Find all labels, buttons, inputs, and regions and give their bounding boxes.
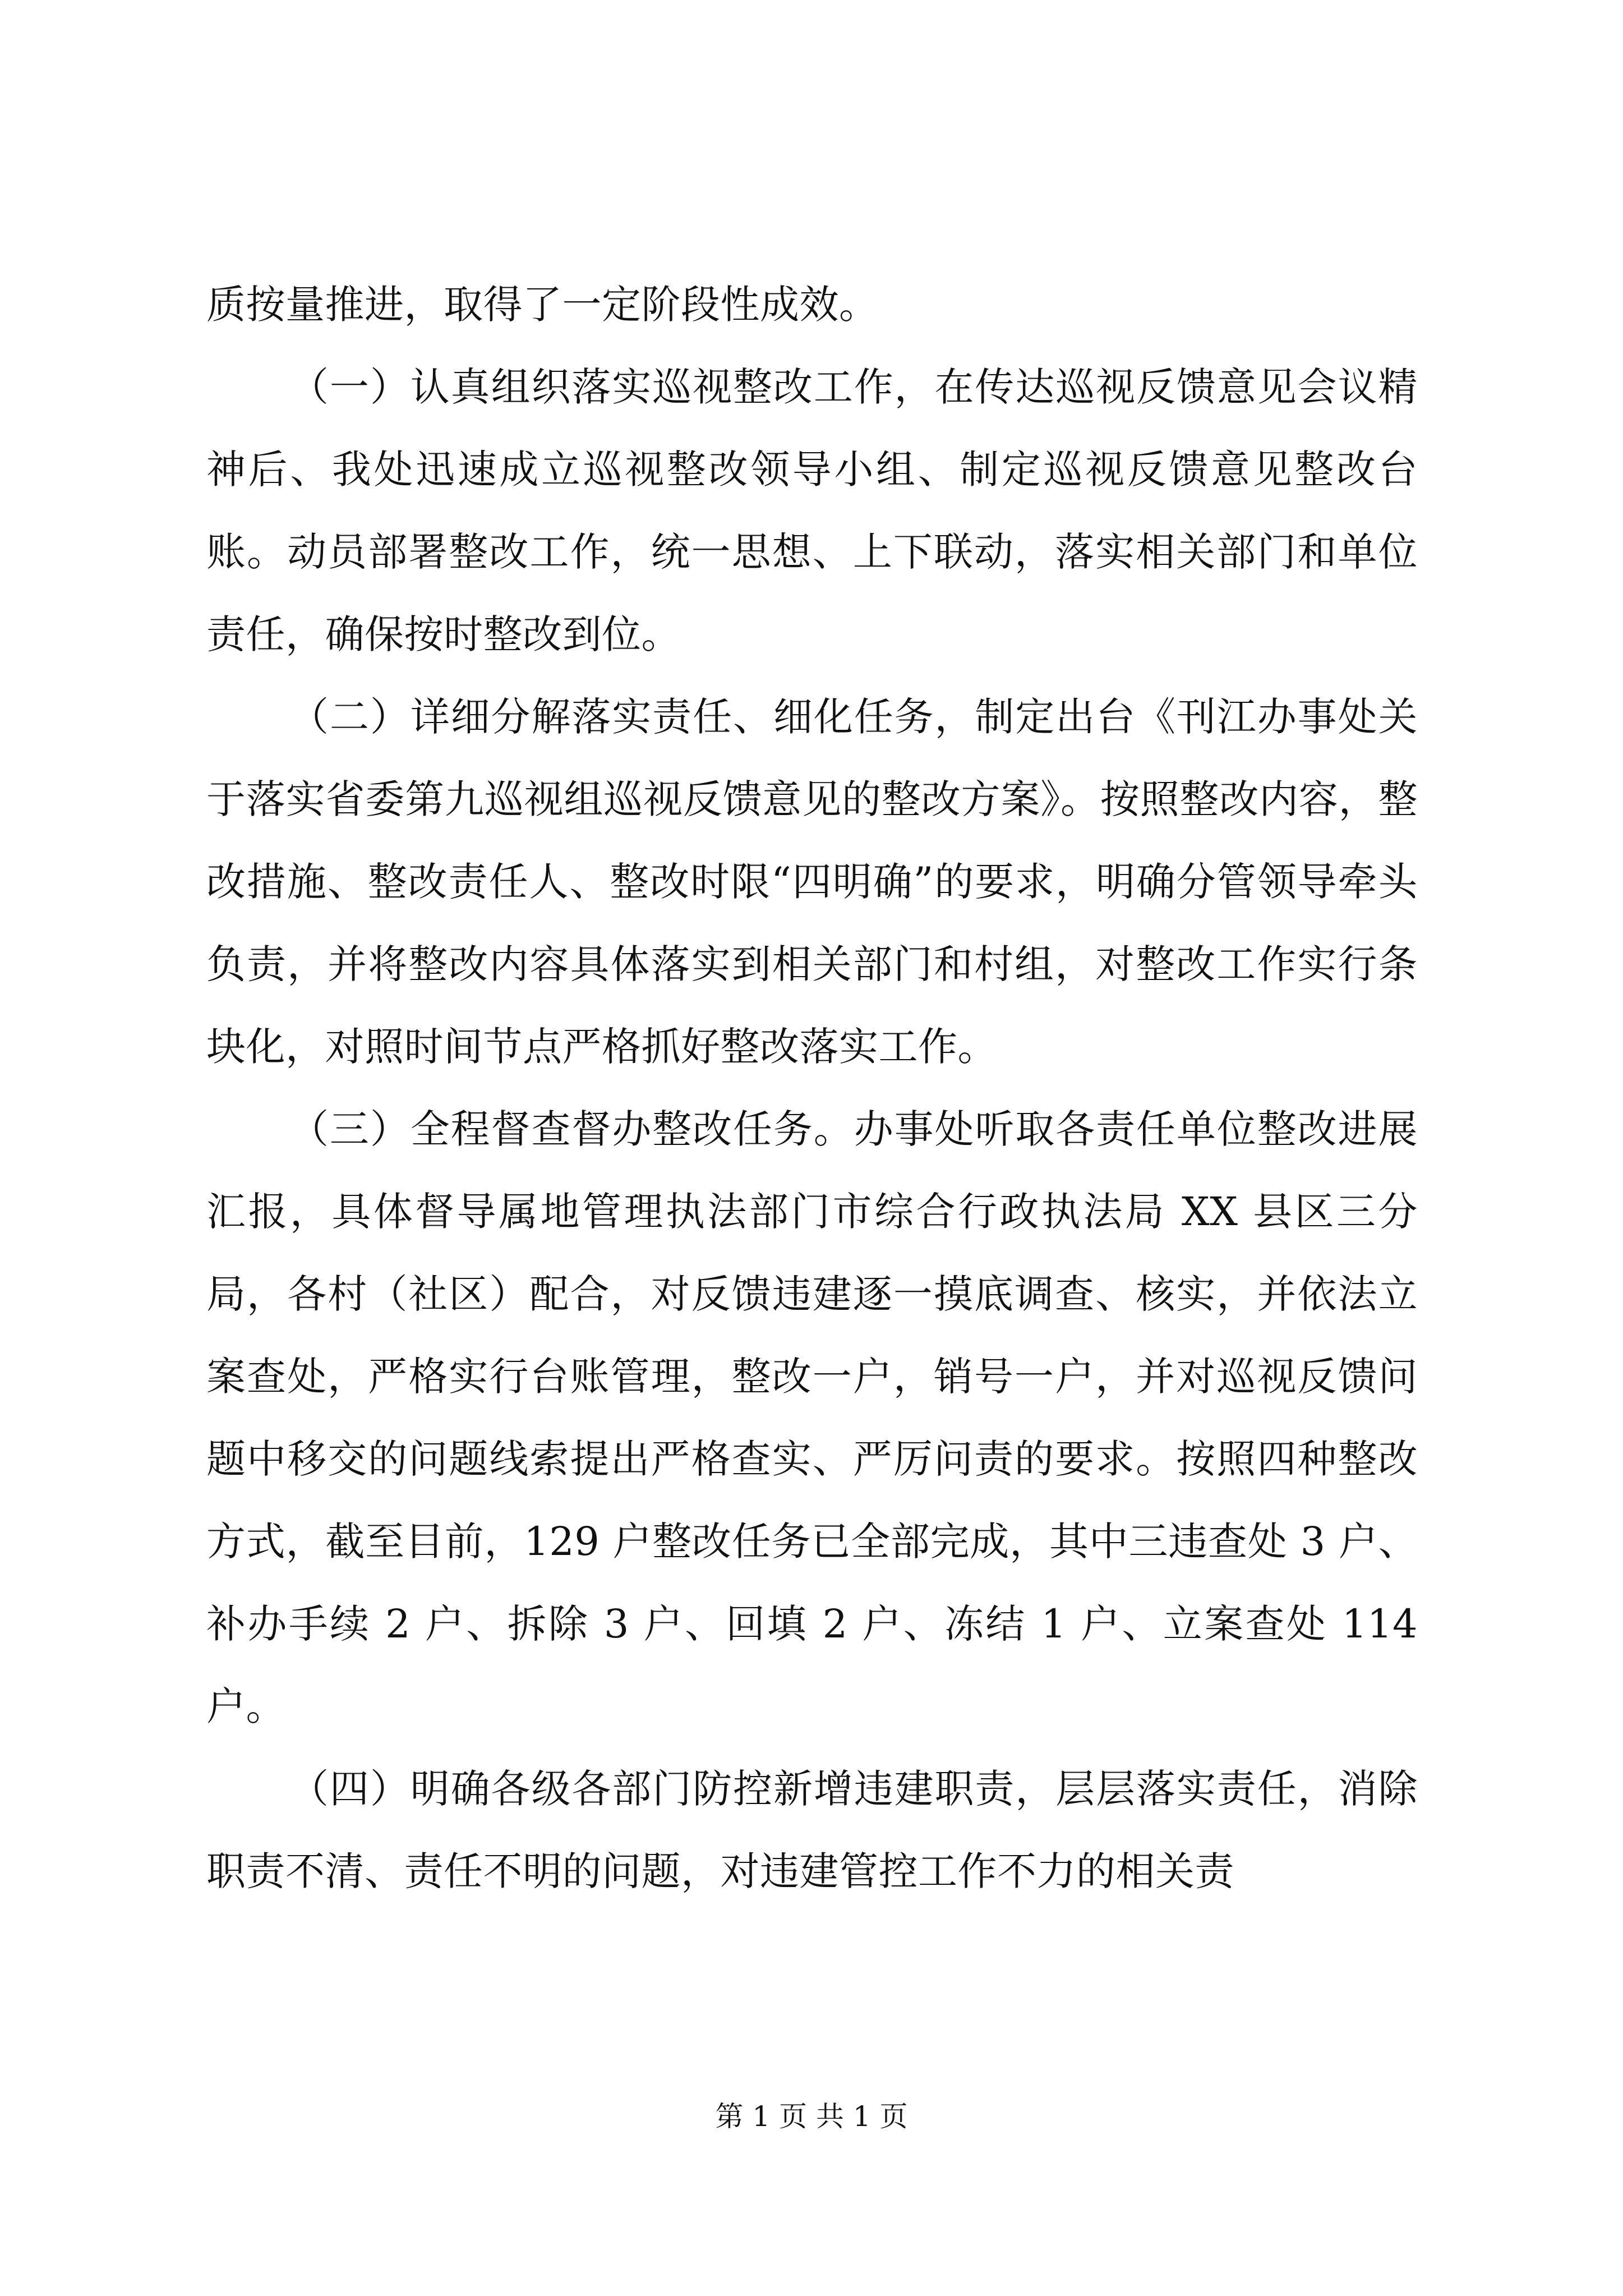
- paragraph-continuation: 质按量推进，取得了一定阶段性成效。: [206, 282, 879, 328]
- paragraph-section-3: （三）全程督查督办整改任务。办事处听取各责任单位整改进展汇报，具体督导属地管理执法部门市综合行政执法局 XX 县区三分局，各村（社区）配合，对反馈违建逐一摸底调查、核实，并依法立案查处，严格实行台账管理，整改一户，销号一户，并对巡视反馈问题中移交的问题线索提出严格查实、严厉问责的要求。按照四种整改方式，截至目前，129 户整改任务已全部完成，其中三违查处 3 户、补办手续 2 户、拆除 3 户、回填 2 户、冻结 1 户、立案查处 114 户。: [206, 1106, 1418, 1729]
- paragraph-section-1: （一）认真组织落实巡视整改工作，在传达巡视反馈意见会议精神后、我处迅速成立巡视整改领导小组、制定巡视反馈意见整改台账。动员部署整改工作，统一思想、上下联动，落实相关部门和单位责任，确保按时整改到位。: [206, 364, 1418, 657]
- paragraph-section-2: （二）详细分解落实责任、细化任务，制定出台《刊江办事处关于落实省委第九巡视组巡视反馈意见的整改方案》。按照整改内容，整改措施、整改责任人、整改时限“四明确”的要求，明确分管领导牵头负责，并将整改内容具体落实到相关部门和村组，对整改工作实行条块化，对照时间节点严格抓好整改落实工作。: [206, 694, 1418, 1070]
- document-body: [206, 264, 1418, 1913]
- paragraph-section-4: （四）明确各级各部门防控新增违建职责，层层落实责任，消除职责不清、责任不明的问题，对违建管控工作不力的相关责: [206, 1766, 1418, 1894]
- page-footer: 第 1 页 共 1 页: [715, 2100, 908, 2133]
